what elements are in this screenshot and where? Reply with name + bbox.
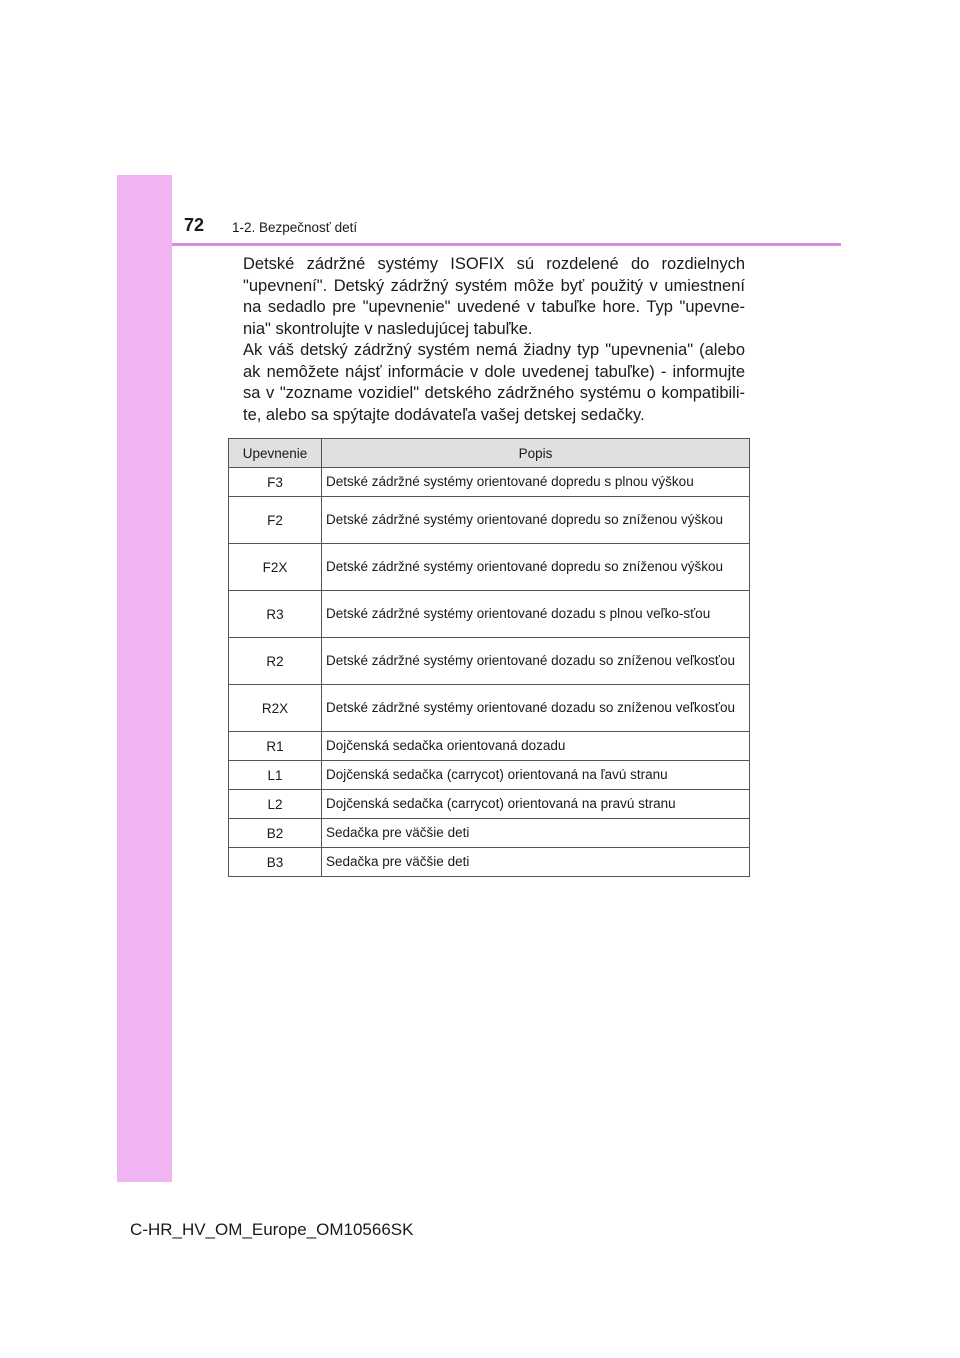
table-row [229,638,750,685]
fixation-description: Dojčenská sedačka orientovaná dozadu [322,732,750,761]
fixation-code: B3 [229,848,322,877]
fixation-code: B2 [229,819,322,848]
table-row [229,591,750,638]
page-number: 72 [184,215,205,235]
table-row [229,497,750,544]
section-title: 1-2. Bezpečnosť detí [232,220,358,235]
column-header-fixation: Upevnenie [229,439,322,468]
footer-document-id: C-HR_HV_OM_Europe_OM10566SK [130,1220,414,1239]
table-row [229,468,750,497]
table-row [229,544,750,591]
fixation-table [228,438,750,877]
intro-paragraph: Detské zádržné systémy ISOFIX sú rozdelené do rozdielnych "upevnení". Detský zádržný systém môže byť použitý v umiestnení na sedadlo pre "upevnenie" uvedené v tabuľke hore. Typ "upevne-nia" skontrolujte v nasledujúcej tabuľke. [243,255,745,338]
fixation-description: Detské zádržné systémy orientované dopredu so zníženou výškou [322,497,750,544]
fixation-code: L1 [229,761,322,790]
side-color-band [117,175,172,1182]
table-row [229,685,750,732]
fixation-code: R3 [229,591,322,638]
fixation-description: Detské zádržné systémy orientované dozadu so zníženou veľkosťou [322,685,750,732]
table-row [229,732,750,761]
fixation-description: Dojčenská sedačka (carrycot) orientovaná na pravú stranu [322,790,750,819]
fixation-description: Sedačka pre väčšie deti [322,848,750,877]
table-row [229,819,750,848]
table-row [229,790,750,819]
column-header-description: Popis [322,439,750,468]
fixation-code: R1 [229,732,322,761]
fixation-description: Dojčenská sedačka (carrycot) orientovaná na ľavú stranu [322,761,750,790]
fixation-code: L2 [229,790,322,819]
fixation-description: Sedačka pre väčšie deti [322,819,750,848]
fixation-description: Detské zádržné systémy orientované dozadu so zníženou veľkosťou [322,638,750,685]
body-text [243,254,745,426]
fixation-description: Detské zádržné systémy orientované dopredu so zníženou výškou [322,544,750,591]
fixation-code: F2 [229,497,322,544]
fixation-description: Detské zádržné systémy orientované dopredu s plnou výškou [322,468,750,497]
header-divider [172,243,841,246]
compatibility-paragraph: Ak váš detský zádržný systém nemá žiadny typ "upevnenia" (alebo ak nemôžete nájsť informácie v dole uvedenej tabuľke) - informujte sa v "zozname vozidiel" detského zádržného systému o kompatibili-te, alebo sa spýtajte dodávateľa vašej detskej sedačky. [243,341,745,424]
fixation-code: F2X [229,544,322,591]
table-header-row [229,439,750,468]
table-row [229,848,750,877]
fixation-description: Detské zádržné systémy orientované dozadu s plnou veľko-sťou [322,591,750,638]
table-row [229,761,750,790]
fixation-code: R2 [229,638,322,685]
fixation-code: F3 [229,468,322,497]
fixation-code: R2X [229,685,322,732]
